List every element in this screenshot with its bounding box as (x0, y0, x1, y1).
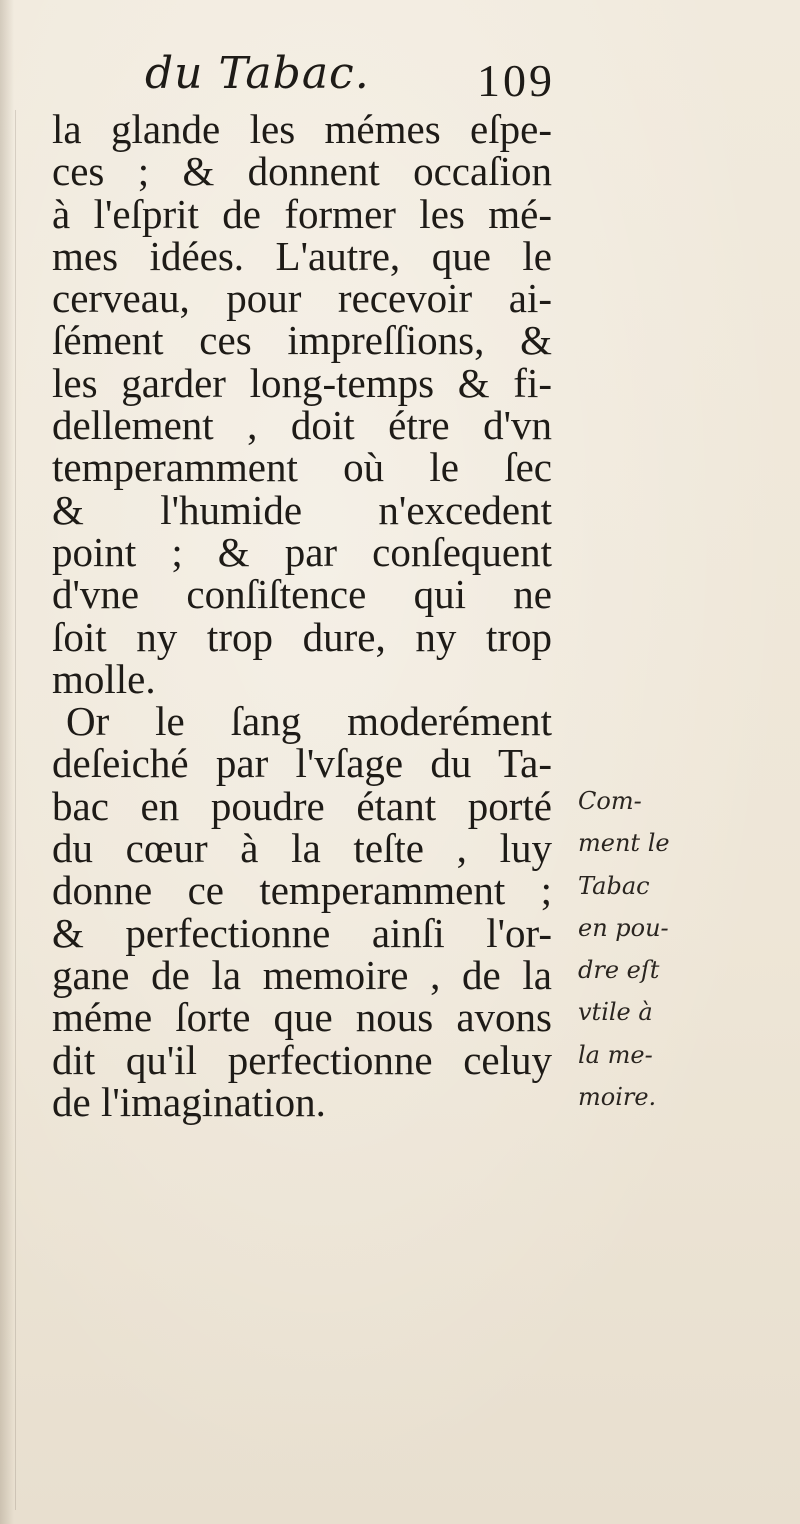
text-line: ſément ces impreſſions, & (52, 317, 552, 364)
text-line: mes idées. L'autre, que le (52, 232, 552, 279)
text-line: deſeiché par l'vſage du Ta- (52, 740, 552, 787)
running-title: du Tabac. (145, 48, 370, 99)
marginal-note (578, 780, 688, 1118)
margin-note-line: vtile à (578, 998, 653, 1027)
paragraph-end-line: de l'imagination. (52, 1078, 326, 1125)
text-line: cerveau, pour recevoir ai- (52, 275, 552, 322)
margin-note-line: moire. (578, 1083, 657, 1112)
text-line: ces ; & donnent occaſion (52, 148, 552, 195)
body-text (52, 108, 552, 1123)
margin-note-line: Com- (578, 787, 642, 815)
text-line: & l'humide n'excedent (52, 486, 552, 533)
margin-note-line: dre eſt (578, 956, 660, 985)
text-line: bac en poudre étant porté (52, 782, 552, 829)
text-line: point ; & par conſequent (52, 528, 552, 575)
text-line: du cœur à la teſte , luy (52, 825, 552, 872)
margin-note-line: en pou- (578, 913, 669, 942)
text-line: gane de la memoire , de la (52, 951, 552, 998)
text-line: & perfectionne ainſi l'or- (52, 909, 552, 956)
page-gutter-shadow (0, 0, 14, 1524)
margin-note-line: ment le (578, 829, 670, 858)
text-line: dit qu'il perfectionne celuy (52, 1036, 552, 1083)
margin-note-line: Tabac (578, 871, 650, 900)
page-number: 109 (477, 55, 555, 106)
margin-note-line: la me- (578, 1040, 653, 1069)
paragraph-end-line: molle. (52, 655, 156, 702)
text-line: dellement , doit étre d'vn (52, 402, 552, 449)
text-line: donne ce temperamment ; (52, 867, 552, 914)
text-line: la glande les mémes eſpe- (52, 106, 552, 152)
text-line: ſoit ny trop dure, ny trop (52, 613, 552, 660)
text-line: temperamment où le ſec (52, 444, 552, 491)
text-line: les garder long-temps & fi- (52, 359, 552, 406)
text-line: méme ſorte que nous avons (52, 994, 552, 1041)
text-line: à l'eſprit de former les mé- (52, 190, 552, 237)
paragraph-start-line: Or le ſang moderément (66, 698, 552, 745)
page-fold-line (15, 110, 16, 1510)
text-line: d'vne conſiſtence qui ne (52, 571, 552, 618)
